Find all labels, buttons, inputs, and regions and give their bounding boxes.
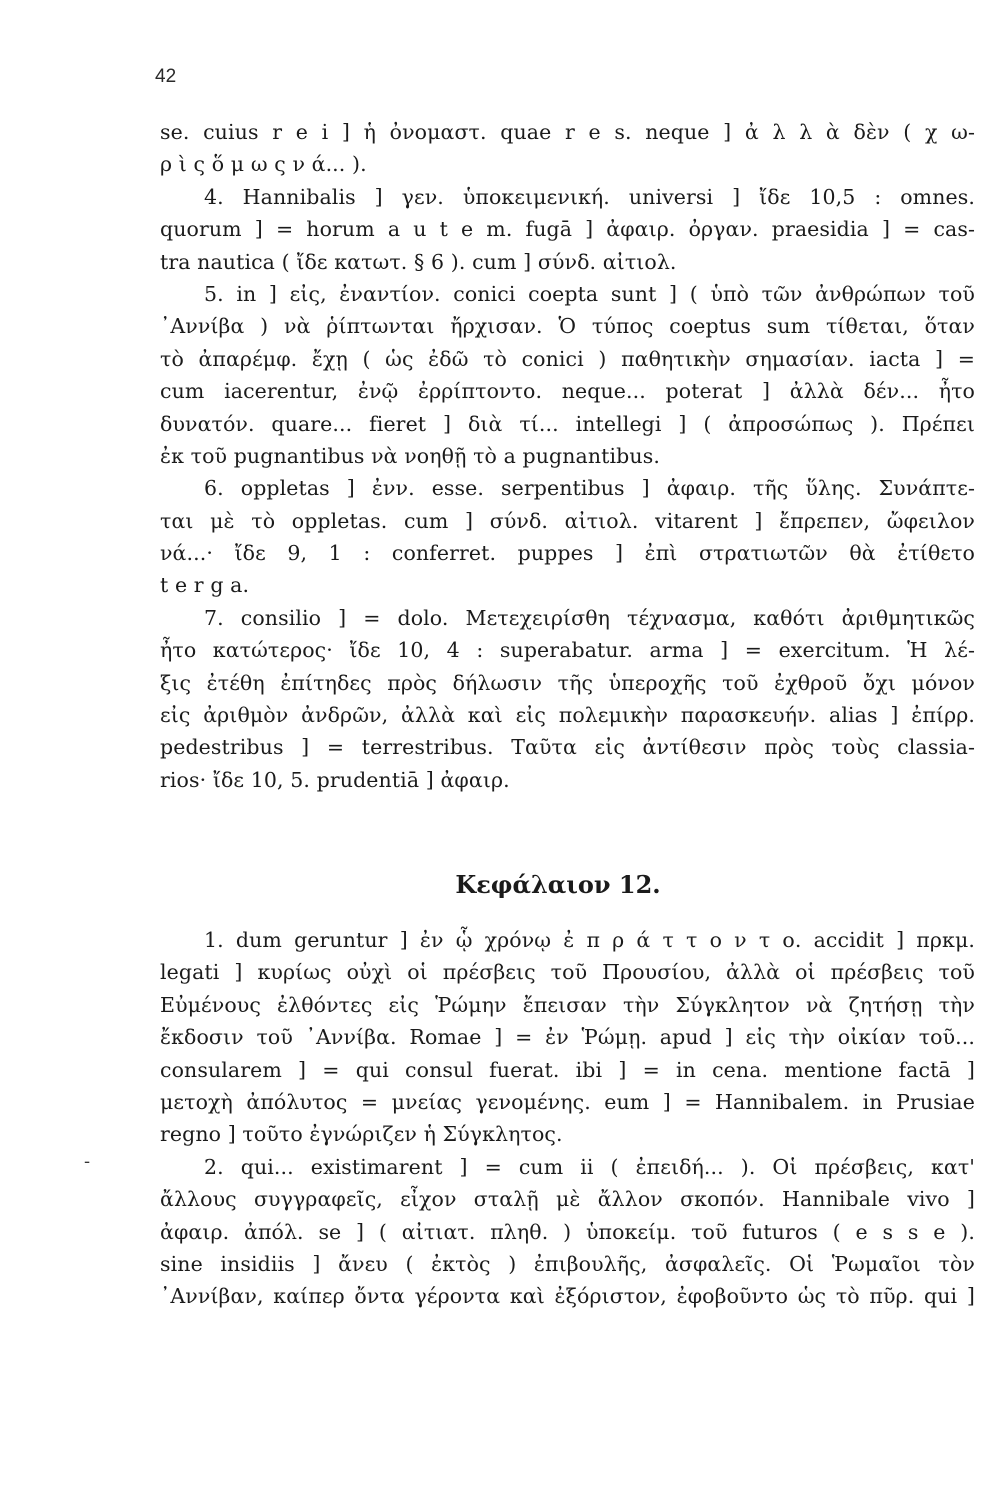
text-line: εἰς ἀριθμὸν ἀνδρῶν, ἀλλὰ καὶ εἰς πολεμικὴν παρασκευήν. alias ] ἐπίρρ. — [160, 703, 975, 728]
text-line: ξις ἐτέθη ἐπίτηδες πρὸς δήλωσιν τῆς ὑπεροχῆς τοῦ ἐχθροῦ ὄχι μόνον — [160, 670, 975, 695]
text-line: quorum ] = horum a u t e m. fugā ] ἀφαιρ. ὀργαν. praesidia ] = cas- — [160, 217, 975, 242]
text-line: consularem ] = qui consul fuerat. ibi ] = in cena. mentione factā ] — [160, 1057, 975, 1082]
text-line: sine insidiis ] ἄνευ ( ἐκτὸς ) ἐπιβουλῆς, ἀσφαλεῖς. Οἱ Ῥωμαῖοι τὸν — [160, 1251, 975, 1276]
text-line: legati ] κυρίως οὐχὶ οἱ πρέσβεις τοῦ Προυσίου, ἀλλὰ οἱ πρέσβεις τοῦ — [160, 960, 975, 985]
page-number: 42 — [155, 66, 177, 87]
commentary-block-chapter-12 — [160, 924, 975, 1313]
text-line: τὸ ἀπαρέμφ. ἔχῃ ( ὡς ἐδῶ τὸ conici ) παθητικὴν σημασίαν. iacta ] = — [160, 346, 975, 371]
text-line: ἦτο κατώτερος· ἴδε 10, 4 : superabatur. arma ] = exercitum. Ἡ λέ- — [160, 638, 975, 663]
text-line: Εὐμένους ἐλθόντες εἰς Ῥώμην ἔπεισαν τὴν Σύγκλητον νὰ ζητήσῃ τὴν — [160, 992, 975, 1017]
text-line: se. cuius r e i ] ἡ ὀνομαστ. quae r e s. neque ] ἀ λ λ ὰ δὲν ( χ ω- — [160, 120, 975, 144]
text-line: t e r g a. — [160, 573, 250, 598]
chapter-heading: Κεφάλαιον 12. — [455, 870, 661, 899]
text-line: ᾿Αννίβαν, καίπερ ὄντα γέροντα καὶ ἐξόριστον, ἐφοβοῦντο ὡς τὸ πῦρ. qui ] — [160, 1284, 975, 1309]
commentary-block-chapter-11 — [160, 116, 975, 796]
text-line: tra nautica ( ἴδε κατωτ. § 6 ). cum ] σύνδ. αἰτιολ. — [160, 249, 677, 274]
text-line: ται μὲ τὸ oppletas. cum ] σύνδ. αἰτιολ. vitarent ] ἔπρεπεν, ὤφειλον — [160, 508, 975, 533]
text-line: μετοχὴ ἀπόλυτος = μνείας γενομένης. eum ] = Hannibalem. in Prusiae — [160, 1089, 975, 1114]
margin-mark: - — [84, 1151, 91, 1172]
text-line: 7. consilio ] = dolo. Μετεχειρίσθη τέχνασμα, καθότι ἀριθμητικῶς — [204, 605, 975, 630]
text-line: cum iacerentur, ἐνῷ ἐρρίπτοντο. neque... poterat ] ἀλλὰ δέν... ἦτο — [160, 379, 975, 404]
text-line: 2. qui... existimarent ] = cum ii ( ἐπειδή... ). Οἱ πρέσβεις, κατ' — [204, 1154, 975, 1179]
text-line: νά...· ἴδε 9, 1 : conferret. puppes ] ἐπὶ στρατιωτῶν θὰ ἐτίθετο — [160, 541, 975, 566]
text-line: 1. dum geruntur ] ἐν ᾧ χρόνῳ ἐ π ρ ά τ τ ο ν τ ο. accidit ] πρκμ. — [204, 928, 975, 952]
text-line: ἐκ τοῦ pugnantibus νὰ νοηθῇ τὸ a pugnantibus. — [160, 443, 660, 468]
text-line: pedestribus ] = terrestribus. Ταῦτα εἰς ἀντίθεσιν πρὸς τοὺς classia- — [160, 735, 975, 760]
text-line: ἀφαιρ. ἀπόλ. se ] ( αἰτιατ. πληθ. ) ὑποκείμ. τοῦ futuros ( e s s e ). — [160, 1219, 975, 1244]
text-line: δυνατόν. quare... fieret ] διὰ τί... intellegi ] ( ἀπροσώπως ). Πρέπει — [160, 411, 975, 436]
text-line: ἄλλους συγγραφεῖς, εἶχον σταλῇ μὲ ἄλλον σκοπόν. Hannibale vivo ] — [160, 1187, 975, 1212]
text-line: rios· ἴδε 10, 5. prudentiā ] ἀφαιρ. — [160, 767, 510, 792]
text-line: regno ] τοῦτο ἐγνώριζεν ἡ Σύγκλητος. — [160, 1122, 563, 1147]
text-line: ρ ὶ ς ὅ μ ω ς ν ά... ). — [160, 152, 367, 177]
text-line: 5. in ] εἰς, ἐναντίον. conici coepta sunt ] ( ὑπὸ τῶν ἀνθρώπων τοῦ — [204, 281, 975, 306]
text-line: ᾿Αννίβα ) νὰ ῥίπτωνται ἤρχισαν. Ὁ τύπος coeptus sum τίθεται, ὅταν — [160, 314, 975, 339]
text-line: 6. oppletas ] ἐνν. esse. serpentibus ] ἀφαιρ. τῆς ὕλης. Συνάπτε- — [204, 476, 975, 501]
text-line: ἔκδοσιν τοῦ ᾿Αννίβα. Romae ] = ἐν Ῥώμῃ. apud ] εἰς τὴν οἰκίαν τοῦ... — [160, 1025, 975, 1050]
text-line: 4. Hannibalis ] γεν. ὑποκειμενική. universi ] ἴδε 10,5 : omnes. — [204, 184, 975, 209]
